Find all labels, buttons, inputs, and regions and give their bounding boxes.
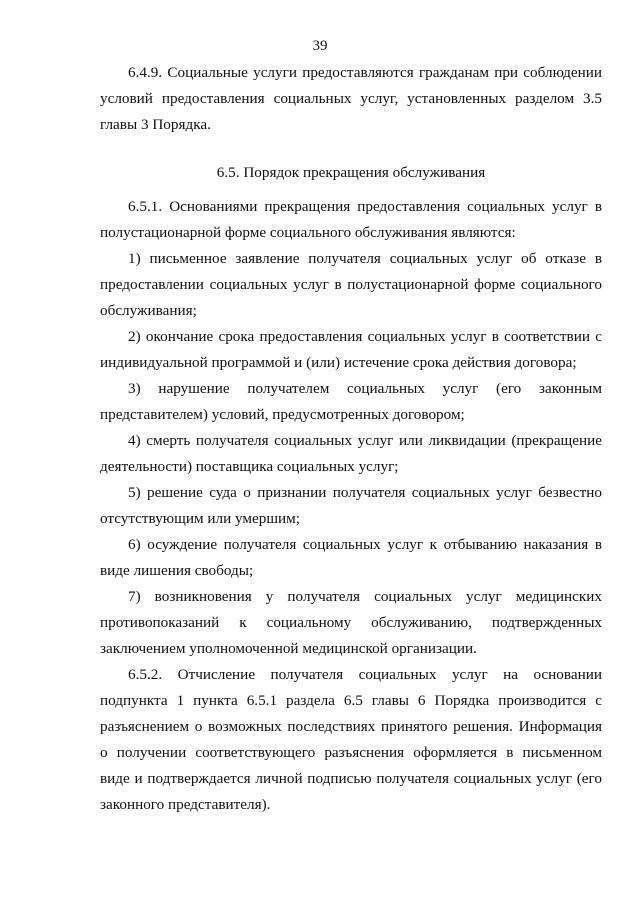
ground-item-3: 3) нарушение получателем социальных услуг (его законным представителем) условий, предусмотренных договором; [100,380,602,423]
section-heading: 6.5. Порядок прекращения обслуживания [216,164,486,181]
paragraph-6-5-2: 6.5.2. Отчисление получателя социальных услуг на основании подпункта 1 пункта 6.5.1 раздела 6.5 главы 6 Порядка производится с разъяснением о возможных последствиях принятого решения. Информация о получении соответствующего разъяснения оформляется в письменном виде и подтверждается личной подписью получателя социальных услуг (его законного представителя). [100,666,602,813]
ground-item-4: 4) смерть получателя социальных услуг или ликвидации (прекращение деятельности) поставщика социальных услуг; [100,432,602,475]
ground-item-6: 6) осуждение получателя социальных услуг к отбыванию наказания в виде лишения свободы; [100,536,602,579]
ground-item-2: 2) окончание срока предоставления социальных услуг в соответствии с индивидуальной программой и (или) истечение срока действия договора; [100,328,602,371]
ground-item-1: 1) письменное заявление получателя социальных услуг об отказе в предоставлении социальных услуг в полустационарной форме социального обслуживания; [100,250,602,319]
ground-item-5: 5) решение суда о признании получателя социальных услуг безвестно отсутствующим или умершим; [100,484,602,527]
paragraph-6-5-1: 6.5.1. Основаниями прекращения предоставления социальных услуг в полустационарной форме социального обслуживания являются: [100,198,602,241]
page-content [100,60,602,818]
paragraph-6-4-9: 6.4.9. Социальные услуги предоставляются гражданам при соблюдении условий предоставления социальных услуг, установленных разделом 3.5 главы 3 Порядка. [100,64,602,133]
page-number: 39 [312,38,328,54]
ground-item-7: 7) возникновения у получателя социальных услуг медицинских противопоказаний к социальному обслуживанию, подтвержденных заключением уполномоченной медицинской организации. [100,588,602,657]
